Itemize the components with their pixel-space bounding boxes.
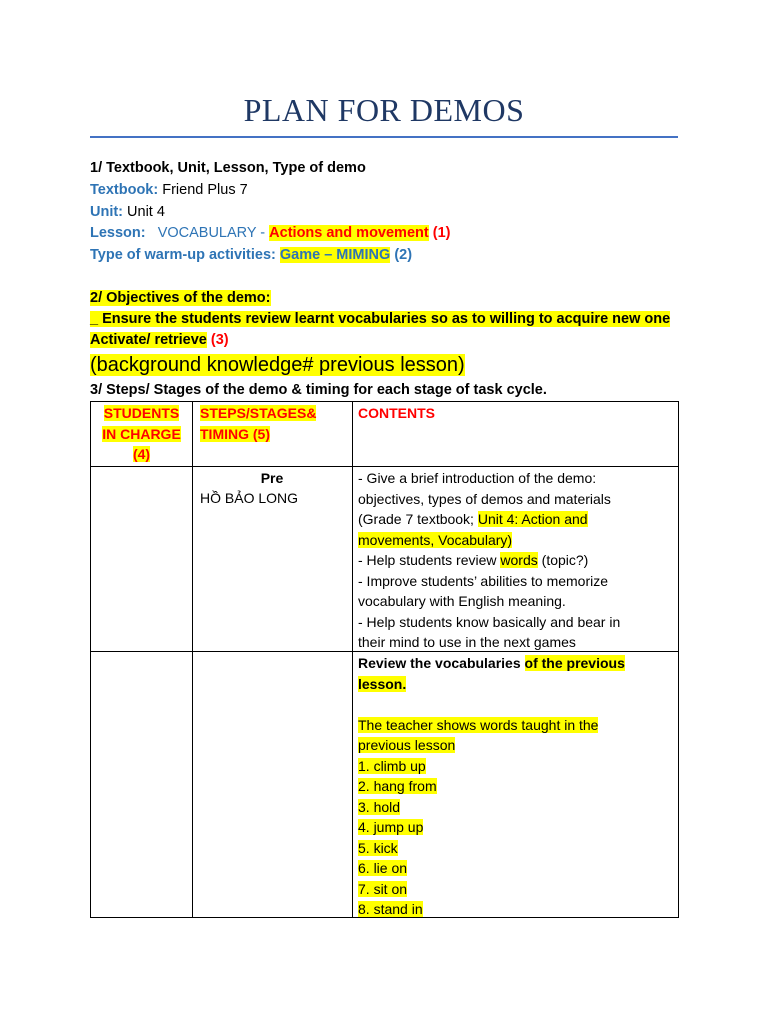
title-underline <box>90 136 678 138</box>
lesson-label: Lesson: <box>90 225 146 241</box>
steps-table <box>90 401 679 918</box>
activate-line <box>90 330 229 350</box>
background-text: (background knowledge# previous lesson) <box>90 354 465 376</box>
row1-line-6: - Improve students’ abilities to memorize <box>358 572 609 589</box>
row1-line-2: objectives, types of demos and materials <box>358 490 611 507</box>
row2-review-b: of the previous <box>524 655 625 671</box>
header-steps-1: STEPS/STAGES& <box>200 405 317 421</box>
word-item: 8. stand in <box>358 901 423 917</box>
warmup-value: Game – MIMING <box>279 247 391 263</box>
word-item: 7. sit on <box>358 880 408 897</box>
row1-line-4: movements, Vocabulary) <box>358 531 513 548</box>
header-steps <box>200 403 316 444</box>
activate-ref: (3) <box>210 332 229 348</box>
textbook-line <box>90 180 248 200</box>
row2-intro-1: The teacher shows words taught in the <box>358 716 599 733</box>
header-steps-2: TIMING (5) <box>200 425 270 442</box>
row2-review-a: Review the vocabularies <box>358 655 521 671</box>
table-col-divider-2 <box>352 402 353 917</box>
textbook-value: Friend Plus 7 <box>162 182 248 198</box>
activate-text: Activate/ retrieve <box>90 332 207 348</box>
section3-heading: 3/ Steps/ Stages of the demo & timing for each stage of task cycle. <box>90 382 547 398</box>
header-students <box>91 403 192 465</box>
objective-text: _ Ensure the students review learnt vocabularies so as to willing to acquire new one <box>90 311 671 327</box>
row1-line-3a: (Grade 7 textbook; <box>358 511 474 527</box>
row2-review-c: lesson. <box>358 675 407 692</box>
objective-line <box>90 309 670 329</box>
unit-line <box>90 202 165 222</box>
header-contents: CONTENTS <box>358 405 435 421</box>
lesson-line <box>90 223 450 243</box>
row1-line-7: vocabulary with English meaning. <box>358 593 566 609</box>
word-item: 5. kick <box>358 839 398 856</box>
row1-line-5c: (topic?) <box>541 552 589 568</box>
word-item: 3. hold <box>358 798 401 815</box>
row1-contents <box>358 468 676 653</box>
row2-contents <box>358 653 676 920</box>
row1-line-5b: words <box>500 552 538 568</box>
row1-person: HỒ BẢO LONG <box>200 490 299 506</box>
unit-label: Unit: <box>90 204 124 220</box>
warmup-ref: (2) <box>394 247 413 263</box>
header-students-1: STUDENTS <box>103 405 180 421</box>
warmup-label: Type of warm-up activities: <box>90 247 276 263</box>
row1-line-5a: - Help students review <box>358 552 497 568</box>
row1-line-1: - Give a brief introduction of the demo: <box>358 470 597 486</box>
word-item: 6. lie on <box>358 860 408 876</box>
word-item: 2. hang from <box>358 778 437 794</box>
background-line <box>90 352 465 378</box>
header-students-2: IN CHARGE <box>102 425 181 442</box>
lesson-topic: Actions and movement <box>269 225 429 241</box>
lesson-ref: (1) <box>432 225 451 241</box>
word-item: 1. climb up <box>358 757 426 774</box>
section2-heading <box>90 288 271 308</box>
section1-heading: 1/ Textbook, Unit, Lesson, Type of demo <box>90 160 366 176</box>
row2-intro-2: previous lesson <box>358 737 456 753</box>
row1-line-9: their mind to use in the next games <box>358 634 576 650</box>
unit-value: Unit 4 <box>127 204 165 220</box>
warmup-line <box>90 245 412 265</box>
row1-line-8: - Help students know basically and bear in <box>358 613 621 630</box>
table-row-divider-1 <box>91 466 678 467</box>
page-title: PLAN FOR DEMOS <box>243 92 525 128</box>
header-students-3: (4) <box>132 446 151 462</box>
row1-stage: Pre <box>260 470 284 486</box>
word-item: 4. jump up <box>358 819 424 835</box>
section2-heading-text: 2/ Objectives of the demo: <box>90 290 271 306</box>
row1-line-3b: Unit 4: Action and <box>477 511 588 527</box>
textbook-label: Textbook: <box>90 182 159 198</box>
lesson-value: VOCABULARY - <box>157 225 266 241</box>
